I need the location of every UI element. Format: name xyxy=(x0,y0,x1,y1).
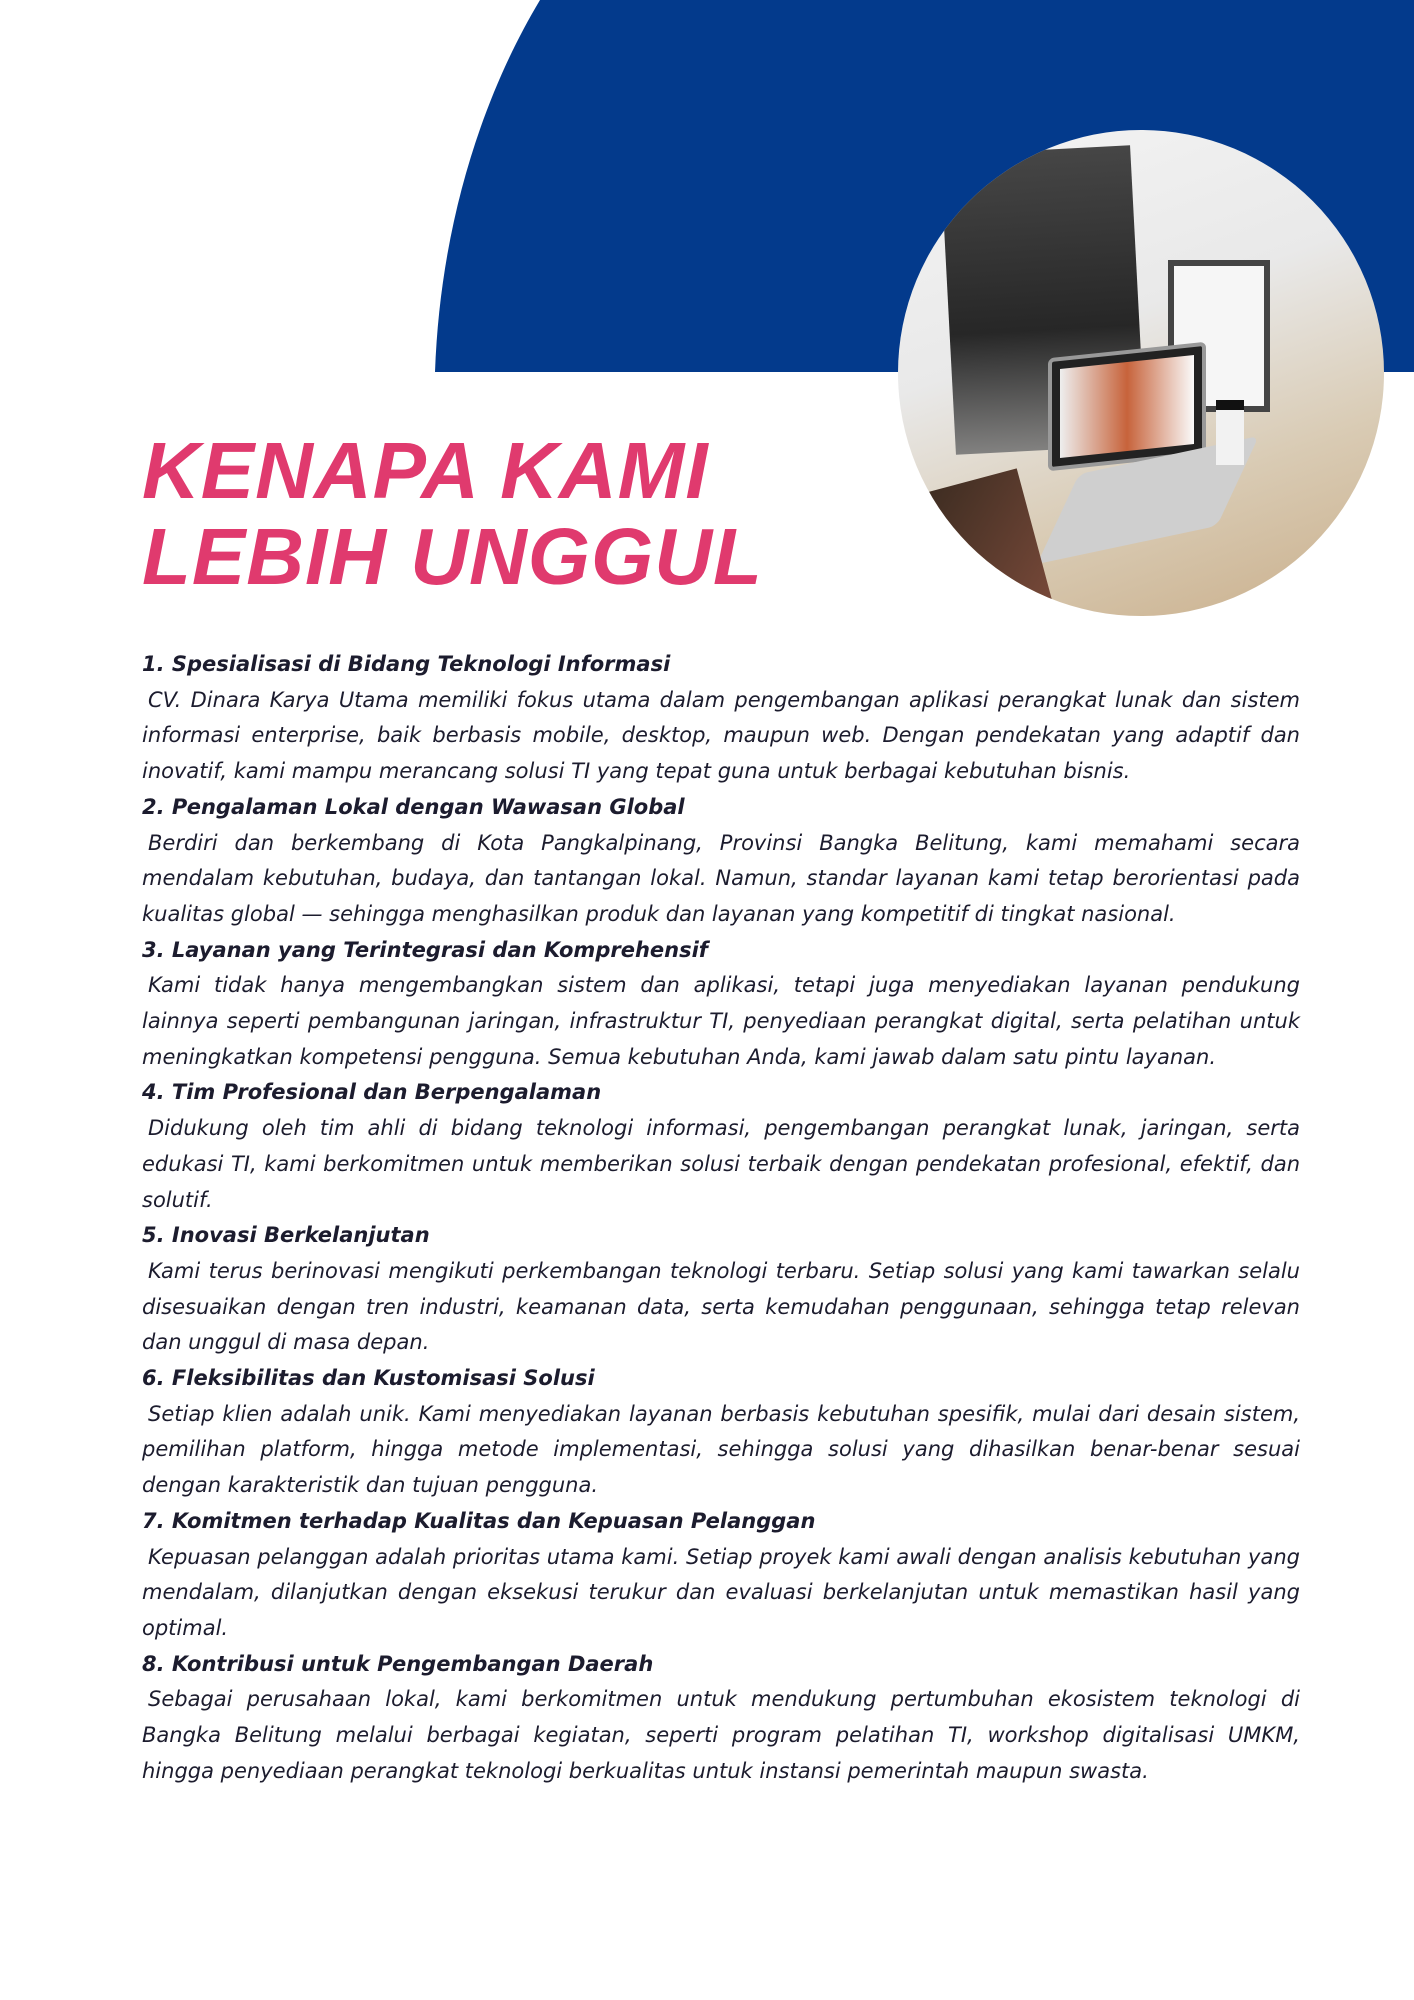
item-heading: 3. Layanan yang Terintegrasi dan Komprehensif xyxy=(142,937,708,962)
workspace-photo xyxy=(898,130,1384,616)
advantages-list xyxy=(142,647,1300,1790)
item-heading: 7. Komitmen terhadap Kualitas dan Kepuasan Pelanggan xyxy=(142,1508,816,1533)
item-body: Didukung oleh tim ahli di bidang teknologi informasi, pengembangan perangkat lunak, jaringan, serta edukasi TI, kami berkomitmen untuk memberikan solusi terbaik dengan pendekatan profesional, efektif, dan solutif. xyxy=(142,1116,1300,1212)
item-body: CV. Dinara Karya Utama memiliki fokus utama dalam pengembangan aplikasi perangkat lunak dan sistem informasi enterprise, baik berbasis mobile, desktop, maupun web. Dengan pendekatan yang adaptif dan inovatif, kami mampu merancang solusi TI yang tepat guna untuk berbagai kebutuhan bisnis. xyxy=(142,687,1300,784)
item-body: Berdiri dan berkembang di Kota Pangkalpinang, Provinsi Bangka Belitung, kami memahami secara mendalam kebutuhan, budaya, dan tantangan lokal. Namun, standar layanan kami tetap berorientasi pada kualitas global — sehingga menghasilkan produk dan layanan yang kompetitif di tingkat nasional. xyxy=(142,830,1300,926)
item-heading: 5. Inovasi Berkelanjutan xyxy=(142,1223,430,1248)
item-heading: 2. Pengalaman Lokal dengan Wawasan Global xyxy=(142,794,685,819)
list-item xyxy=(142,647,1300,790)
list-item xyxy=(142,1504,1300,1647)
item-body: Sebagai perusahaan lokal, kami berkomitmen untuk mendukung pertumbuhan ekosistem teknologi di Bangka Belitung melalui berbagai kegiatan, seperti program pelatihan TI, workshop digitalisasi UMKM, hingga penyediaan perangkat teknologi berkualitas untuk instansi pemerintah maupun swasta. xyxy=(142,1687,1300,1783)
photo-coffee-cup xyxy=(1216,400,1244,465)
item-body: Kepuasan pelanggan adalah prioritas utama kami. Setiap proyek kami awali dengan analisis kebutuhan yang mendalam, dilanjutkan dengan eksekusi terukur dan evaluasi berkelanjutan untuk memastikan hasil yang optimal. xyxy=(142,1544,1300,1640)
list-item xyxy=(142,1075,1300,1218)
list-item xyxy=(142,1218,1300,1361)
item-heading: 6. Fleksibilitas dan Kustomisasi Solusi xyxy=(142,1366,595,1391)
item-heading: 1. Spesialisasi di Bidang Teknologi Informasi xyxy=(142,652,671,676)
list-item xyxy=(142,1361,1300,1504)
list-item xyxy=(142,790,1300,933)
item-body: Setiap klien adalah unik. Kami menyediakan layanan berbasis kebutuhan spesifik, mulai dari desain sistem, pemilihan platform, hingga metode implementasi, sehingga solusi yang dihasilkan benar-benar sesuai dengan karakteristik dan tujuan pengguna. xyxy=(142,1401,1300,1498)
photo-magazine xyxy=(910,468,1055,616)
list-item xyxy=(142,1647,1300,1790)
item-body: Kami terus berinovasi mengikuti perkembangan teknologi terbaru. Setiap solusi yang kami tawarkan selalu disesuaikan dengan tren industri, keamanan data, serta kemudahan penggunaan, sehingga tetap relevan dan unggul di masa depan. xyxy=(142,1258,1300,1355)
title-line-2: LEBIH UNGGUL xyxy=(142,512,763,601)
title-line-1: KENAPA KAMI xyxy=(142,426,709,515)
item-body: Kami tidak hanya mengembangkan sistem dan aplikasi, tetapi juga menyediakan layanan pendukung lainnya seperti pembangunan jaringan, infrastruktur TI, penyediaan perangkat digital, serta pelatihan untuk meningkatkan kompetensi pengguna. Semua kebutuhan Anda, kami jawab dalam satu pintu layanan. xyxy=(142,973,1300,1069)
list-item xyxy=(142,933,1300,1076)
item-heading: 8. Kontribusi untuk Pengembangan Daerah xyxy=(142,1651,654,1676)
item-heading: 4. Tim Profesional dan Berpengalaman xyxy=(142,1080,602,1105)
page-title xyxy=(142,428,763,600)
